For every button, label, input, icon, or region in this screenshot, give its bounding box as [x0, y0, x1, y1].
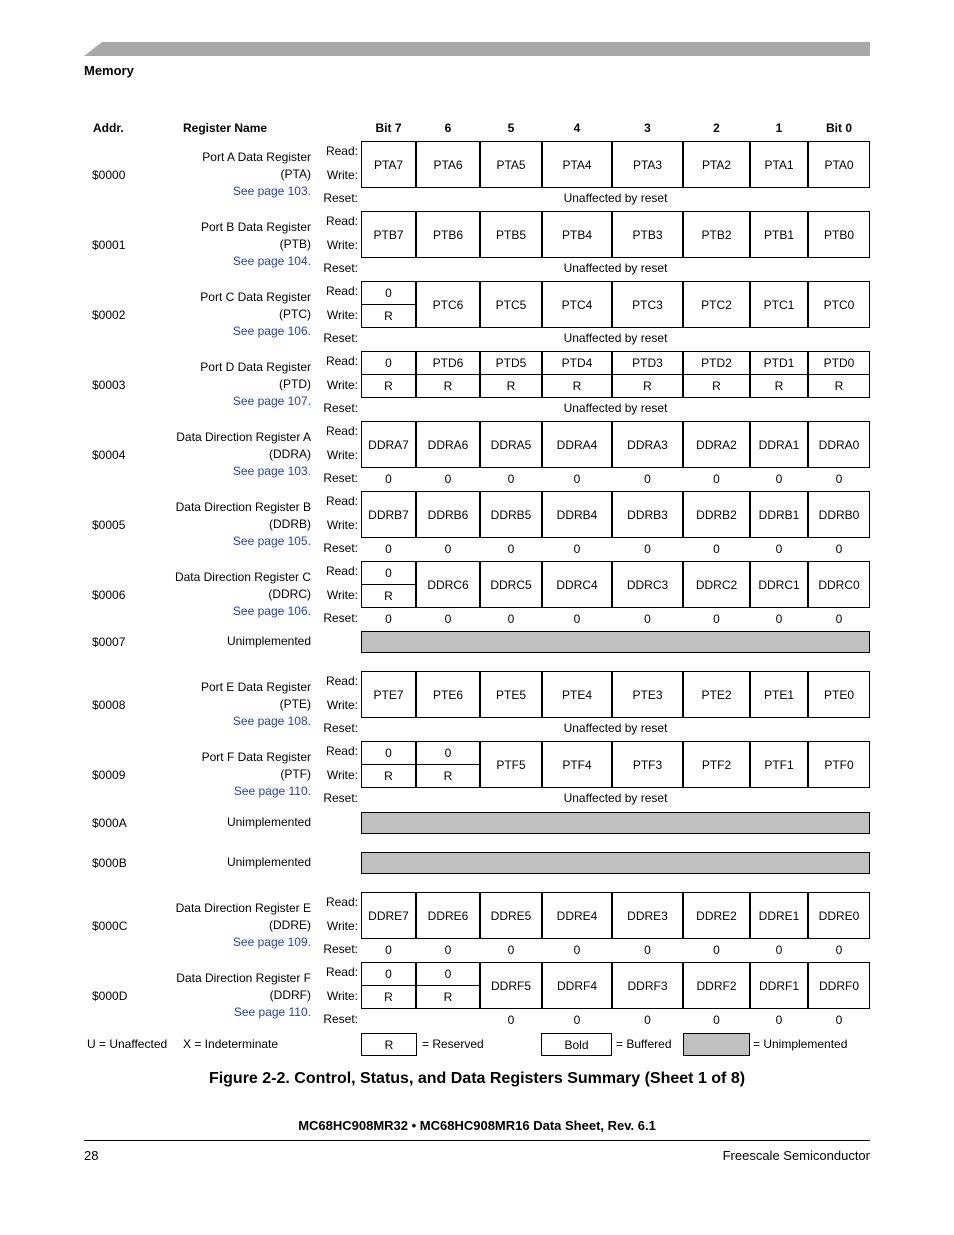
reset-value: 0: [507, 1013, 515, 1027]
bit-column-header: Bit 7: [375, 121, 402, 135]
reset-label: Reset:: [323, 721, 358, 735]
read-label: Read:: [325, 424, 358, 438]
register-name: Unimplemented: [226, 815, 311, 829]
bit-cell: DDRE4: [542, 892, 612, 939]
bit-cell: DDRB1: [750, 491, 808, 538]
unimplemented-cell: [361, 631, 870, 653]
reset-value: 0: [713, 1013, 720, 1027]
bit-cell: DDRE7: [361, 892, 416, 939]
reset-value: 0: [835, 472, 843, 486]
read-label: Read:: [325, 744, 358, 758]
bit-write-cell: R: [480, 374, 542, 398]
reset-unaffected: Unaffected by reset: [563, 721, 668, 735]
bit-cell: PTE0: [808, 671, 870, 718]
bit-cell: DDRA5: [480, 421, 542, 468]
write-label: Write:: [326, 919, 358, 933]
bit-cell: PTE3: [612, 671, 683, 718]
read-label: Read:: [325, 284, 358, 298]
reset-value: 0: [775, 542, 783, 556]
reset-value: 0: [385, 472, 392, 486]
reset-unaffected: Unaffected by reset: [563, 791, 668, 805]
bit-cell: PTF3: [612, 741, 683, 788]
register-address: $0009: [92, 768, 126, 782]
section-title: Memory: [84, 63, 134, 78]
register-page-link[interactable]: See page 103.: [232, 464, 311, 478]
bit-cell: DDRA6: [416, 421, 480, 468]
register-page-link[interactable]: See page 105.: [232, 534, 311, 548]
reset-value: 0: [775, 1013, 783, 1027]
register-address: $000B: [92, 856, 127, 870]
bit-read-cell: PTD5: [480, 351, 542, 375]
company-name: Freescale Semiconductor: [722, 1148, 870, 1163]
bit-read-cell: 0: [361, 351, 416, 375]
bit-cell: DDRF4: [542, 962, 612, 1009]
bit-cell: PTC1: [750, 281, 808, 328]
bit-cell: PTC2: [683, 281, 750, 328]
legend-unimplemented-box: [683, 1033, 750, 1056]
bit-cell: DDRA3: [612, 421, 683, 468]
bit-cell: PTA4: [542, 141, 612, 188]
reset-label: Reset:: [323, 791, 358, 805]
register-address: $0007: [92, 635, 126, 649]
bit-cell: DDRA4: [542, 421, 612, 468]
register-address: $0006: [92, 588, 126, 602]
register-name: (PTF): [280, 767, 311, 781]
bit-read-cell: PTD2: [683, 351, 750, 375]
register-name: Data Direction Register E: [175, 901, 311, 915]
reset-value: 0: [775, 612, 783, 626]
register-address: $0008: [92, 698, 126, 712]
bit-cell: PTB6: [416, 211, 480, 258]
reset-value: 0: [573, 542, 581, 556]
bit-cell: DDRB4: [542, 491, 612, 538]
write-label: Write:: [326, 378, 358, 392]
bit-cell: PTB4: [542, 211, 612, 258]
bit-cell: PTE7: [361, 671, 416, 718]
bit-column-header: 1: [775, 121, 783, 135]
bit-read-cell: PTD4: [542, 351, 612, 375]
bit-column-header: Bit 0: [825, 121, 853, 135]
bit-column-header: 5: [507, 121, 515, 135]
reset-value: 0: [385, 612, 392, 626]
register-page-link[interactable]: See page 103.: [232, 184, 311, 198]
bit-write-cell: R: [361, 764, 416, 788]
reset-value: 0: [573, 943, 581, 957]
bit-cell: PTA6: [416, 141, 480, 188]
reset-value: 0: [835, 612, 843, 626]
unimplemented-cell: [361, 852, 870, 874]
bit-cell: DDRB3: [612, 491, 683, 538]
reset-unaffected: Unaffected by reset: [563, 331, 668, 345]
read-label: Read:: [325, 965, 358, 979]
reset-value: 0: [444, 472, 452, 486]
bit-cell: DDRE2: [683, 892, 750, 939]
bit-cell: DDRA2: [683, 421, 750, 468]
write-label: Write:: [326, 698, 358, 712]
reset-value: 0: [835, 1013, 843, 1027]
bit-cell: PTB5: [480, 211, 542, 258]
bit-cell: PTF0: [808, 741, 870, 788]
bit-column-header: 2: [713, 121, 720, 135]
register-address: $0005: [92, 518, 126, 532]
bit-column-header: 3: [644, 121, 651, 135]
bit-read-cell: 0: [361, 962, 416, 986]
register-address: $0002: [92, 308, 126, 322]
write-label: Write:: [326, 588, 358, 602]
register-page-link[interactable]: See page 109.: [232, 935, 311, 949]
register-name: (DDRA): [269, 447, 311, 461]
bit-write-cell: R: [683, 374, 750, 398]
register-name: (PTC): [279, 307, 311, 321]
register-name: Port A Data Register: [202, 150, 311, 164]
bit-cell: DDRA1: [750, 421, 808, 468]
reset-unaffected: Unaffected by reset: [563, 261, 668, 275]
reset-value: 0: [573, 472, 581, 486]
bit-cell: DDRC3: [612, 561, 683, 608]
register-page-link[interactable]: See page 104.: [232, 254, 311, 268]
reset-value: 0: [713, 943, 720, 957]
legend-unaffected: U = Unaffected: [87, 1037, 168, 1051]
bit-cell: PTB3: [612, 211, 683, 258]
bit-read-cell: PTD6: [416, 351, 480, 375]
bit-read-cell: PTD0: [808, 351, 870, 375]
register-name: (DDRB): [269, 517, 311, 531]
header-bar: [84, 42, 870, 56]
bit-cell: PTC6: [416, 281, 480, 328]
reset-value: 0: [644, 1013, 651, 1027]
bit-cell: PTC5: [480, 281, 542, 328]
read-label: Read:: [325, 674, 358, 688]
write-label: Write:: [326, 989, 358, 1003]
register-name: (PTE): [279, 697, 311, 711]
read-label: Read:: [325, 494, 358, 508]
reset-value: 0: [713, 472, 720, 486]
bit-cell: PTC0: [808, 281, 870, 328]
register-address: $0004: [92, 448, 126, 462]
write-label: Write:: [326, 168, 358, 182]
bit-cell: DDRC0: [808, 561, 870, 608]
register-name: (DDRF): [269, 988, 311, 1002]
bit-column-header: 4: [573, 121, 581, 135]
reset-label: Reset:: [323, 401, 358, 415]
bit-cell: PTB0: [808, 211, 870, 258]
bit-cell: PTE5: [480, 671, 542, 718]
reset-unaffected: Unaffected by reset: [563, 191, 668, 205]
reset-value: 0: [507, 612, 515, 626]
register-address: $0003: [92, 378, 126, 392]
bit-cell: DDRC6: [416, 561, 480, 608]
write-label: Write:: [326, 238, 358, 252]
reset-value: 0: [835, 542, 843, 556]
bit-cell: PTA7: [361, 141, 416, 188]
bit-cell: PTB7: [361, 211, 416, 258]
footer-title: MC68HC908MR32 • MC68HC908MR16 Data Sheet, Rev. 6.1: [298, 1118, 656, 1133]
reset-label: Reset:: [323, 1012, 358, 1026]
bit-cell: PTA0: [808, 141, 870, 188]
reset-label: Reset:: [323, 611, 358, 625]
register-name: Data Direction Register A: [176, 430, 311, 444]
register-page-link[interactable]: See page 110.: [233, 784, 311, 798]
reset-label: Reset:: [323, 471, 358, 485]
bit-cell: PTA5: [480, 141, 542, 188]
bit-cell: DDRF1: [750, 962, 808, 1009]
bit-write-cell: R: [612, 374, 683, 398]
register-page-link[interactable]: See page 106.: [232, 604, 311, 618]
bit-cell: DDRB6: [416, 491, 480, 538]
reset-value: 0: [775, 943, 783, 957]
bit-cell: PTE6: [416, 671, 480, 718]
reset-value: 0: [385, 943, 392, 957]
write-label: Write:: [326, 308, 358, 322]
reset-label: Reset:: [323, 331, 358, 345]
bit-cell: DDRC5: [480, 561, 542, 608]
bit-cell: PTB2: [683, 211, 750, 258]
reset-value: 0: [507, 542, 515, 556]
bit-cell: DDRA0: [808, 421, 870, 468]
bit-read-cell: 0: [361, 281, 416, 305]
reset-value: 0: [644, 943, 651, 957]
reset-value: 0: [444, 542, 452, 556]
bit-write-cell: R: [416, 764, 480, 788]
addr-column-header: Addr.: [93, 121, 124, 135]
register-name: (PTA): [280, 167, 311, 181]
bit-cell: PTE2: [683, 671, 750, 718]
legend-buffered-text: = Buffered: [616, 1037, 672, 1051]
register-name-column-header: Register Name: [183, 121, 268, 135]
reset-value: 0: [835, 943, 843, 957]
register-address: $000D: [92, 989, 128, 1003]
read-label: Read:: [325, 564, 358, 578]
bit-write-cell: R: [750, 374, 808, 398]
register-page-link[interactable]: See page 107.: [232, 394, 311, 408]
reset-value: 0: [507, 472, 515, 486]
bit-cell: DDRF2: [683, 962, 750, 1009]
legend-reserved-text: = Reserved: [422, 1037, 484, 1051]
bit-read-cell: 0: [361, 561, 416, 585]
reset-value: 0: [573, 612, 581, 626]
reset-value: 0: [644, 612, 651, 626]
bit-read-cell: PTD1: [750, 351, 808, 375]
reset-label: Reset:: [323, 261, 358, 275]
register-name: Port F Data Register: [201, 750, 311, 764]
unimplemented-cell: [361, 812, 870, 834]
reset-value: 0: [644, 472, 651, 486]
legend-indeterminate: X = Indeterminate: [183, 1037, 279, 1051]
register-name: Port E Data Register: [200, 680, 311, 694]
read-label: Read:: [325, 144, 358, 158]
bit-cell: PTC4: [542, 281, 612, 328]
reset-value: 0: [444, 943, 452, 957]
reset-value: 0: [385, 542, 392, 556]
bit-read-cell: 0: [416, 962, 480, 986]
write-label: Write:: [326, 518, 358, 532]
bit-cell: DDRF0: [808, 962, 870, 1009]
bit-cell: PTE1: [750, 671, 808, 718]
reset-value: 0: [507, 943, 515, 957]
bit-cell: DDRE5: [480, 892, 542, 939]
bit-cell: PTA1: [750, 141, 808, 188]
reset-value: 0: [573, 1013, 581, 1027]
bit-cell: DDRE6: [416, 892, 480, 939]
register-name: Port D Data Register: [200, 360, 311, 374]
register-name: Data Direction Register B: [175, 500, 311, 514]
bit-write-cell: R: [542, 374, 612, 398]
bit-cell: DDRE3: [612, 892, 683, 939]
legend-unimplemented-text: = Unimplemented: [753, 1037, 848, 1051]
bit-cell: PTE4: [542, 671, 612, 718]
bit-read-cell: PTD3: [612, 351, 683, 375]
figure-caption: Figure 2-2. Control, Status, and Data Registers Summary (Sheet 1 of 8): [208, 1070, 746, 1087]
register-address: $000A: [92, 816, 127, 830]
read-label: Read:: [325, 354, 358, 368]
register-address: $0000: [92, 168, 126, 182]
register-name: Unimplemented: [226, 634, 311, 648]
register-name: (PTD): [279, 377, 311, 391]
bit-cell: DDRE0: [808, 892, 870, 939]
legend-buffered-box: Bold: [541, 1033, 612, 1056]
bit-write-cell: R: [416, 374, 480, 398]
bit-cell: DDRC4: [542, 561, 612, 608]
register-name: (DDRC): [268, 587, 311, 601]
bit-cell: DDRA7: [361, 421, 416, 468]
register-name: (PTB): [279, 237, 311, 251]
reset-value: 0: [775, 472, 783, 486]
bit-column-header: 6: [444, 121, 452, 135]
register-address: $0001: [92, 238, 126, 252]
bit-write-cell: R: [808, 374, 870, 398]
bit-cell: PTF4: [542, 741, 612, 788]
bit-cell: PTF2: [683, 741, 750, 788]
write-label: Write:: [326, 448, 358, 462]
bit-cell: DDRC1: [750, 561, 808, 608]
reset-label: Reset:: [323, 191, 358, 205]
footer-rule: [84, 1140, 870, 1141]
read-label: Read:: [325, 895, 358, 909]
reset-value: 0: [713, 612, 720, 626]
bit-write-cell: R: [416, 985, 480, 1009]
reset-label: Reset:: [323, 541, 358, 555]
bit-cell: DDRE1: [750, 892, 808, 939]
register-name: Data Direction Register C: [174, 570, 311, 584]
register-name: Port B Data Register: [200, 220, 311, 234]
reset-value: 0: [713, 542, 720, 556]
register-name: Port C Data Register: [200, 290, 311, 304]
bit-cell: DDRF3: [612, 962, 683, 1009]
bit-write-cell: R: [361, 985, 416, 1009]
register-address: $000C: [92, 919, 128, 933]
bit-cell: PTC3: [612, 281, 683, 328]
bit-cell: PTB1: [750, 211, 808, 258]
bit-cell: PTA2: [683, 141, 750, 188]
register-name: (DDRE): [269, 918, 311, 932]
register-page-link[interactable]: See page 108.: [232, 714, 311, 728]
reset-unaffected: Unaffected by reset: [563, 401, 668, 415]
bit-write-cell: R: [361, 304, 416, 328]
bit-cell: DDRB5: [480, 491, 542, 538]
bit-cell: DDRB2: [683, 491, 750, 538]
bit-cell: DDRF5: [480, 962, 542, 1009]
legend-reserved-box: R: [361, 1033, 417, 1056]
bit-cell: PTF1: [750, 741, 808, 788]
register-page-link[interactable]: See page 106.: [232, 324, 311, 338]
reset-label: Reset:: [323, 942, 358, 956]
bit-cell: PTF5: [480, 741, 542, 788]
reset-value: 0: [444, 612, 452, 626]
register-name: Unimplemented: [226, 855, 311, 869]
bit-write-cell: R: [361, 584, 416, 608]
bit-cell: DDRB7: [361, 491, 416, 538]
register-name: Data Direction Register F: [176, 971, 311, 985]
bit-write-cell: R: [361, 374, 416, 398]
bit-cell: DDRB0: [808, 491, 870, 538]
bit-cell: PTA3: [612, 141, 683, 188]
reset-value: 0: [644, 542, 651, 556]
page-number: 28: [84, 1148, 99, 1163]
bit-read-cell: 0: [416, 741, 480, 765]
bit-cell: DDRC2: [683, 561, 750, 608]
register-page-link[interactable]: See page 110.: [233, 1005, 311, 1019]
read-label: Read:: [325, 214, 358, 228]
write-label: Write:: [326, 768, 358, 782]
bit-read-cell: 0: [361, 741, 416, 765]
